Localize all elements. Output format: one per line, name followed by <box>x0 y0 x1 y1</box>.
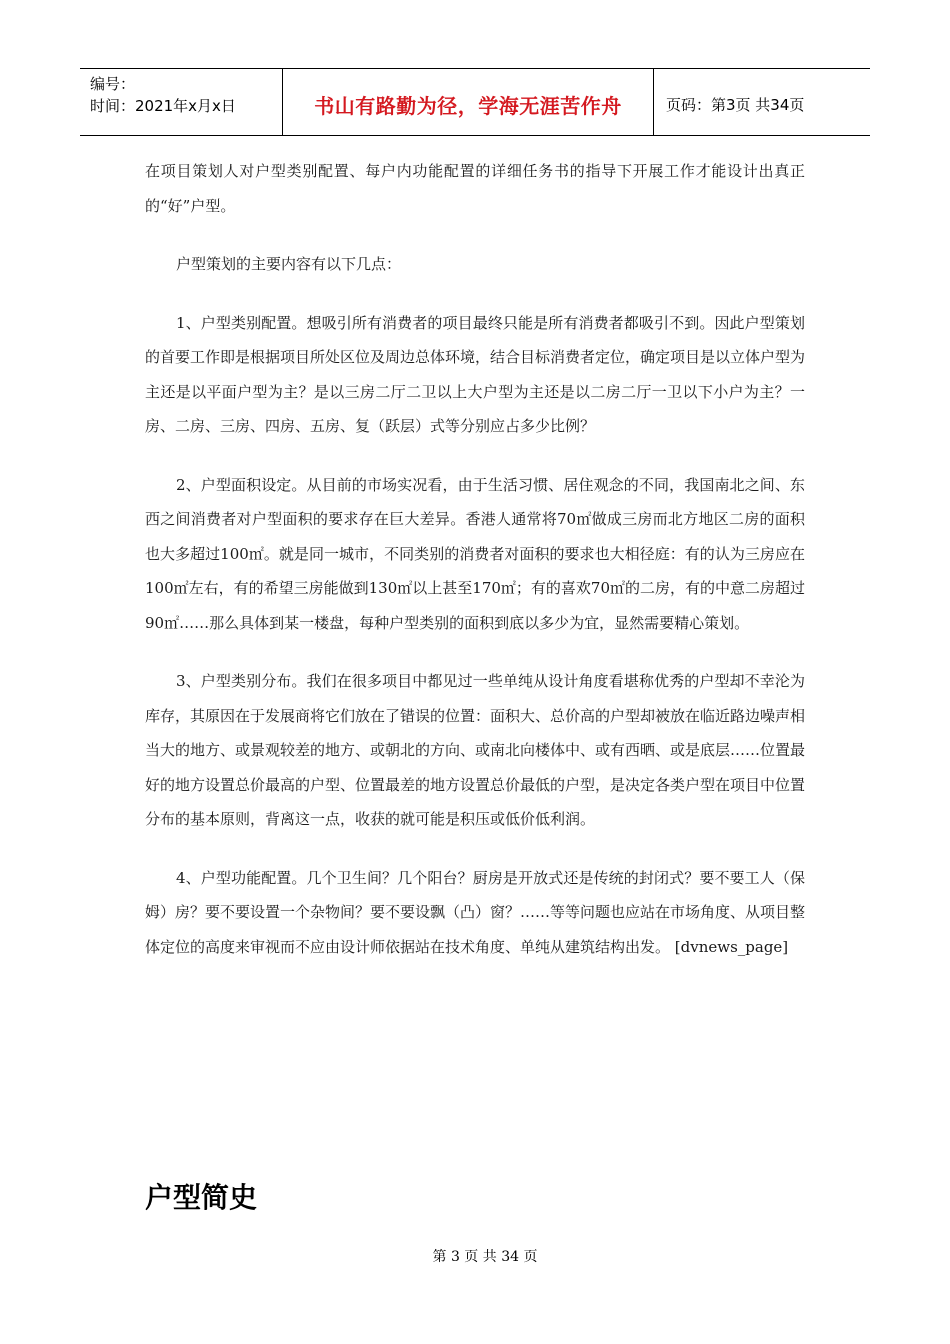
header-motto-cell <box>282 69 654 135</box>
footer-page-number: 第 3 页 共 34 页 <box>432 1249 538 1265</box>
body-paragraph-4: 2、户型面积设定。从目前的市场实况看，由于生活习惯、居住观念的不同，我国南北之间、东西之间消费者对户型面积的要求存在巨大差异。香港人通常将70㎡做成三房而北方地区二房的面积也大多超过100㎡。就是同一城市，不同类别的消费者对面积的要求也大相径庭：有的认为三房应在100㎡左右，有的希望三房能做到130㎡以上甚至170㎡；有的喜欢70㎡的二房，有的中意二房超过90㎡……那么具体到某一楼盘，每种户型类别的面积到底以多少为宜，显然需要精心策划。 <box>145 475 805 632</box>
header-page-info: 页码：第3页 共34页 <box>666 95 805 114</box>
page-footer <box>0 1246 950 1266</box>
body-paragraph-1: 在项目策划人对户型类别配置、每户内功能配置的详细任务书的指导下开展工作才能设计出真正的“好”户型。 <box>145 162 805 215</box>
body-paragraph-5: 3、户型类别分布。我们在很多项目中都见过一些单纯从设计角度看堪称优秀的户型却不幸沦为库存，其原因在于发展商将它们放在了错误的位置：面积大、总价高的户型却被放在临近路边噪声相当大的地方、或景观较差的地方、或朝北的方向、或南北向楼体中、或有西晒、或是底层……位置最好的地方设置总价最高的户型、位置最差的地方设置总价最低的户型，是决定各类户型在项目中位置分布的基本原则，背离这一点，收获的就可能是积压或低价低利润。 <box>145 672 806 828</box>
body-paragraph-6: 4、户型功能配置。几个卫生间？几个阳台？厨房是开放式还是传统的封闭式？要不要工人（保姆）房？要不要设置一个杂物间？要不要设飘（凸）窗？……等等问题也应站在市场角度、从项目整体定位的高度来审视而不应由设计师依据站在技术角度、单纯从建筑结构出发。 [dvnews_page] <box>145 868 806 956</box>
document-date: 时间：2021年x月x日 <box>90 97 236 115</box>
document-body <box>145 154 805 964</box>
body-paragraph-2: 户型策划的主要内容有以下几点： <box>176 255 402 273</box>
header-motto: 书山有路勤为径，学海无涯苦作舟 <box>314 93 622 118</box>
section-heading: 户型简史 <box>145 1181 258 1214</box>
document-number-label: 编号： <box>90 75 136 93</box>
header-table <box>80 68 870 136</box>
header-meta <box>80 69 282 135</box>
body-paragraph-3: 1、户型类别配置。想吸引所有消费者的项目最终只能是所有消费者都吸引不到。因此户型策划的首要工作即是根据项目所处区位及周边总体环境，结合目标消费者定位，确定项目是以立体户型为主还是以平面户型为主？是以三房二厅二卫以上大户型为主还是以二房二厅一卫以下小户为主？一房、二房、三房、四房、五房、复（跃层）式等分别应占多少比例？ <box>145 313 806 435</box>
